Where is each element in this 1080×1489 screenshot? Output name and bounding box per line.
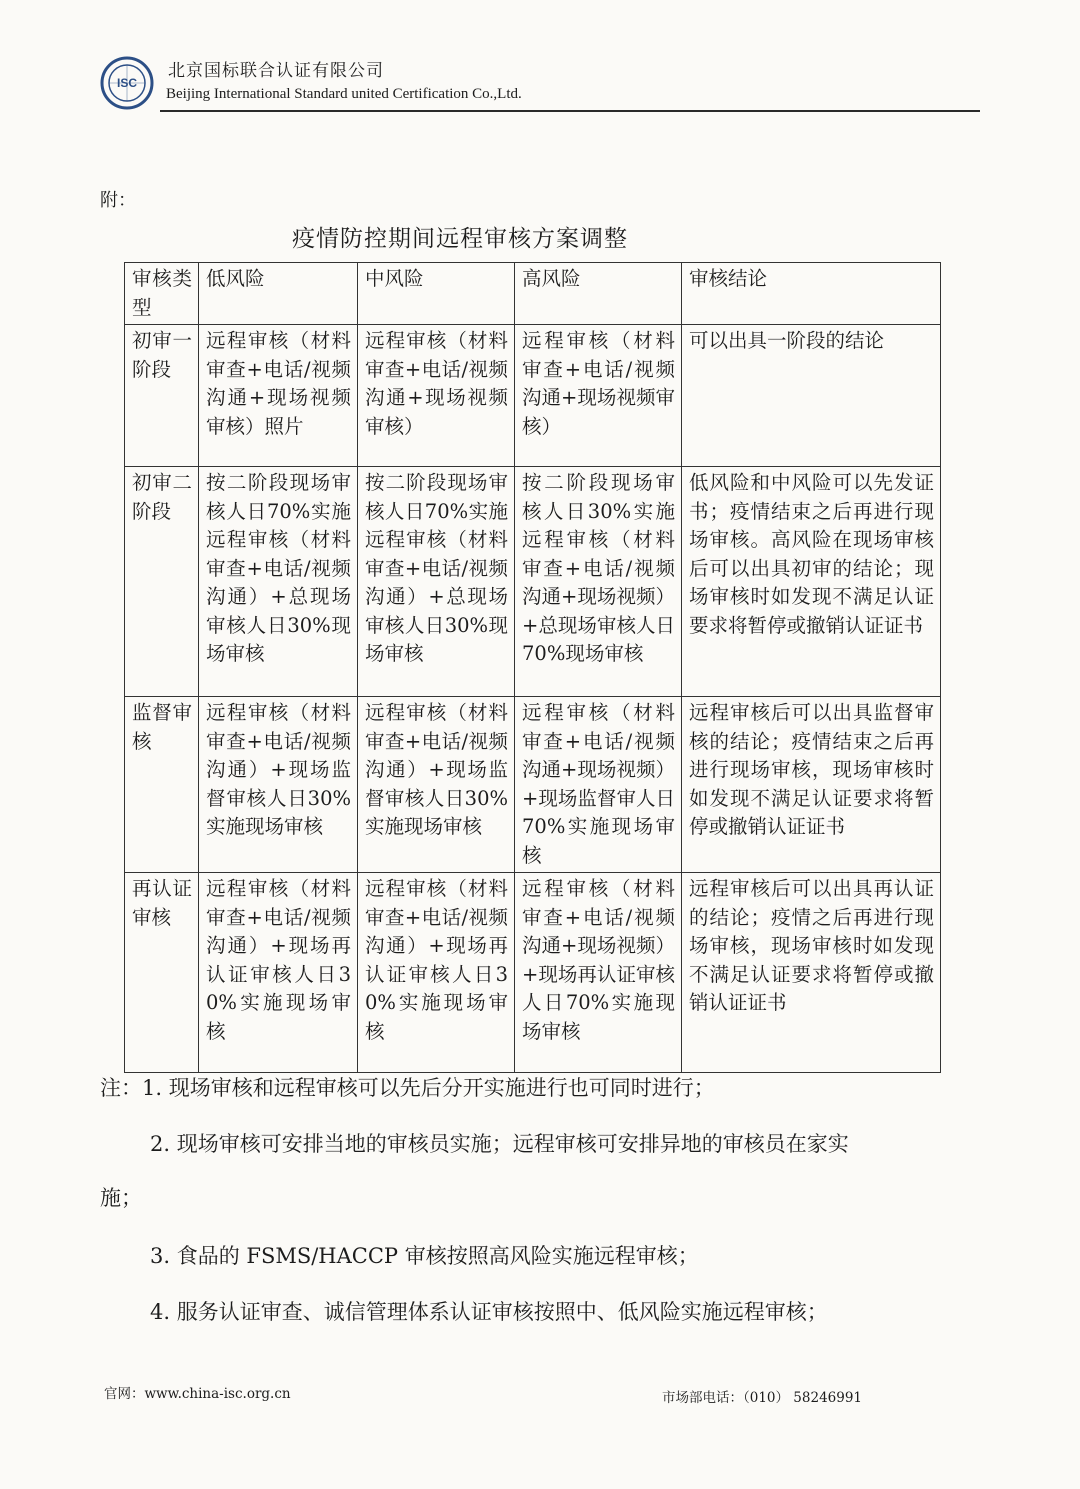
cell-low: 远程审核（材料审查+电话/视频沟通）+现场监督审核人日30%实施现场审核 (199, 697, 358, 873)
header-cell-medium: 中风险 (358, 263, 515, 325)
header-cell-high: 高风险 (515, 263, 682, 325)
company-name-cn: 北京国标联合认证有限公司 (168, 61, 384, 81)
cell-conclusion: 远程审核后可以出具再认证的结论；疫情之后再进行现场审核，现场审核时如发现不满足认证要求将暂停或撤销认证证书 (682, 873, 941, 1073)
cell-low: 远程审核（材料审查+电话/视频沟通）+现场再认证审核人日30%实施现场审核 (199, 873, 358, 1073)
attachment-label: 附： (100, 190, 136, 211)
footer-website: 官网：www.china-isc.org.cn (104, 1386, 291, 1402)
table-row (125, 697, 941, 873)
table-row (125, 873, 941, 1073)
header-divider (160, 110, 980, 112)
svg-text:ISC: ISC (116, 76, 138, 90)
cell-medium: 远程审核（材料审查+电话/视频沟通）+现场监督审核人日30%实施现场审核 (358, 697, 515, 873)
note-1: 注：1. 现场审核和远程审核可以先后分开实施进行也可同时进行； (100, 1076, 715, 1100)
cell-type: 初审二阶段 (125, 467, 199, 697)
cell-low: 远程审核（材料审查+电话/视频沟通+现场视频审核）照片 (199, 325, 358, 467)
company-name-en: Beijing International Standard united Certification Co.,Ltd. (166, 86, 522, 102)
cell-medium: 远程审核（材料审查+电话/视频沟通）+现场再认证审核人日30%实施现场审核 (358, 873, 515, 1073)
audit-plan-table (124, 262, 941, 1073)
letterhead (100, 50, 980, 112)
document-title: 疫情防控期间远程审核方案调整 (292, 226, 628, 252)
cell-type: 初审一阶段 (125, 325, 199, 467)
cell-medium: 远程审核（材料审查+电话/视频沟通+现场视频审核） (358, 325, 515, 467)
cell-high: 远程审核（材料审查+电话/视频沟通+现场视频）+现场监督审人日70%实施现场审核 (515, 697, 682, 873)
cell-conclusion: 远程审核后可以出具监督审核的结论；疫情结束之后再进行现场审核，现场审核时如发现不满足认证要求将暂停或撤销认证证书 (682, 697, 941, 873)
note-3: 3. 食品的 FSMS/HACCP 审核按照高风险实施远程审核； (150, 1244, 699, 1268)
cell-high: 远程审核（材料审查+电话/视频沟通+现场视频）+现场再认证审核人日70%实施现场审核 (515, 873, 682, 1073)
note-2-continued: 施； (100, 1186, 142, 1210)
cell-high: 远程审核（材料审查+电话/视频沟通+现场视频审核） (515, 325, 682, 467)
cell-conclusion: 低风险和中风险可以先发证书；疫情结束之后再进行现场审核。高风险在现场审核后可以出具初审的结论；现场审核时如发现不满足认证要求将暂停或撤销认证证书 (682, 467, 941, 697)
cell-low: 按二阶段现场审核人日70%实施远程审核（材料审查+电话/视频沟通）+总现场审核人日30%现场审核 (199, 467, 358, 697)
note-4: 4. 服务认证审查、诚信管理体系认证审核按照中、低风险实施远程审核； (150, 1300, 828, 1324)
header-cell-low: 低风险 (199, 263, 358, 325)
note-2: 2. 现场审核可安排当地的审核员实施；远程审核可安排异地的审核员在家实 (150, 1132, 849, 1156)
cell-high: 按二阶段现场审核人日30%实施远程审核（材料审查+电话/视频沟通+现场视频）+总现场审核人日70%现场审核 (515, 467, 682, 697)
header-cell-type: 审核类型 (125, 263, 199, 325)
header-cell-conclusion: 审核结论 (682, 263, 941, 325)
document-title-row (0, 220, 1080, 253)
cell-type: 再认证审核 (125, 873, 199, 1073)
footer-phone: 市场部电话：（010） 58246991 (662, 1390, 863, 1406)
table-row (125, 467, 941, 697)
table-row (125, 325, 941, 467)
table-header-row (125, 263, 941, 325)
cell-type: 监督审核 (125, 697, 199, 873)
company-logo (100, 56, 154, 110)
cell-conclusion: 可以出具一阶段的结论 (682, 325, 941, 467)
cell-medium: 按二阶段现场审核人日70%实施远程审核（材料审查+电话/视频沟通）+总现场审核人日30%现场审核 (358, 467, 515, 697)
